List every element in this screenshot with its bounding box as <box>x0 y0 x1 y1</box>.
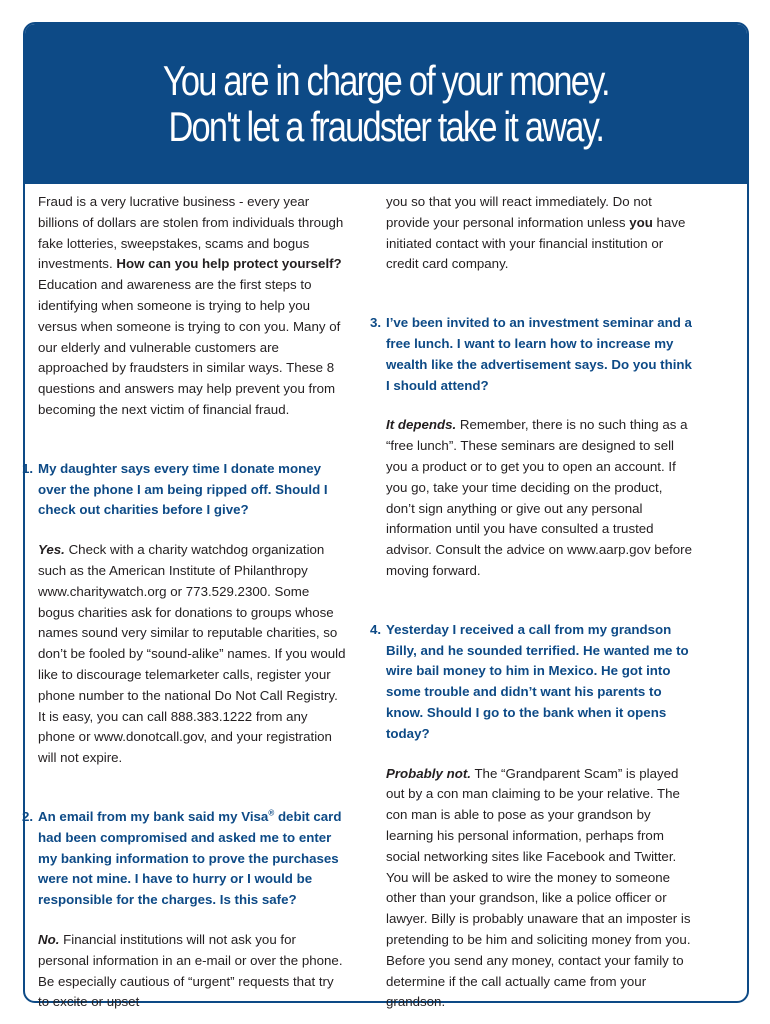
answer-2-part-2 <box>386 192 694 275</box>
question-2-text-a: An email from my bank said my Visa <box>38 808 269 824</box>
question-1 <box>22 459 346 521</box>
answer-4-lead: Probably not. <box>386 765 471 781</box>
question-2-text-b: debit card had been compromised and asked me to enter my banking information to prove the purchases were not mine. I have to hurry or I would be responsible for the charges. Is this safe? <box>38 808 342 908</box>
question-4 <box>370 620 694 745</box>
answer-4 <box>386 764 694 1014</box>
question-3-number: 3. <box>370 315 382 331</box>
answer-2-text-b: you so that you will react immediately. Do not provide your personal information unless <box>386 194 652 230</box>
intro-bold: How can you help protect yourself? <box>116 256 342 272</box>
question-1-text: My daughter says every time I donate money over the phone I am being ripped off. Should I check out charities before I give? <box>38 460 328 518</box>
question-2-number: 2. <box>22 808 34 824</box>
answer-3-text: Remember, there is no such thing as a “free lunch”. These seminars are designed to sell you a product or to get you to open an account. If you go, take your time deciding on the product, don’t sign anything or give out any personal information until you have consulted a trusted advisor. Consult the advice on www.aarp.gov before moving forward. <box>386 417 693 578</box>
page-title <box>163 58 609 150</box>
question-3 <box>370 313 694 396</box>
intro-paragraph <box>38 192 346 421</box>
intro-text-1: Fraud is a very lucrative business - every year billions of dollars are stolen from individuals through fake lotteries, sweepstakes, scams and bogus investments. <box>38 194 344 272</box>
answer-2-text-a: Financial institutions will not ask you for personal information in an e-mail or over the phone. Be especially cautious of “urgent” requests that try to excite or upset <box>38 931 343 1010</box>
answer-2-bold: you <box>629 214 653 230</box>
answer-4-text: The “Grandparent Scam” is played out by a con man claiming to be your relative. The con man is able to pose as your grandson by learning his personal information, perhaps from social networking sites like Facebook and Twitter. You will be asked to wire the money to someone other than your grandson, like a police officer or lawyer. Billy is probably unaware that an imposter is pretending to be him and soliciting money from you. Before you send any money, contact your family to determine if the call actually came from your grandson. <box>386 765 691 1010</box>
question-4-number: 4. <box>370 621 382 637</box>
right-column <box>370 192 694 1013</box>
intro-text-2: Education and awareness are the first steps to identifying when someone is trying to help you versus when someone is trying to con you. Many of our elderly and vulnerable customers are approached by fraudsters in similar ways. These 8 questions and answers may help prevent you from becoming the next victim of financial fraud. <box>38 277 341 417</box>
title-line-1: You are in charge of your money. <box>163 57 609 104</box>
answer-1-text: Check with a charity watchdog organization such as the American Institute of Philanthropy www.charitywatch.org or 773.529.2300. Some bogus charities ask for donations to groups whose names sound very similar to reputable charities, so don’t be fooled by “sound-alike” names. If you would like to discourage telemarketer calls, register your phone number to the national Do Not Call Registry. It is easy, you can call 888.383.1222 from any phone or www.donotcall.gov, and your registration will not expire. <box>38 542 346 766</box>
left-column <box>22 192 346 1013</box>
registered-mark: ® <box>268 808 275 818</box>
question-2-text <box>38 807 346 911</box>
question-3-text: I’ve been invited to an investment seminar and a free lunch. I want to learn how to increase my wealth like the advertisement says. Do you think I should attend? <box>386 315 692 393</box>
answer-2-lead: No. <box>38 931 60 947</box>
question-4-text: Yesterday I received a call from my grandson Billy, and he sounded terrified. He wanted me to wire bail money to him in Mexico. He got into some trouble and didn’t want his parents to know. Should I go to the bank when it opens today? <box>386 621 689 741</box>
answer-2-part-1 <box>38 930 346 1013</box>
answer-3 <box>386 415 694 581</box>
answer-3-lead: It depends. <box>386 417 457 433</box>
answer-1 <box>38 540 346 769</box>
question-2 <box>22 807 346 911</box>
question-1-number: 1. <box>22 460 34 476</box>
answer-2-text-c: have initiated contact with your financial institution or credit card company. <box>386 214 686 272</box>
title-line-2: Don't let a fraudster take it away. <box>168 103 604 150</box>
title-banner <box>25 24 747 184</box>
answer-1-lead: Yes. <box>38 542 65 558</box>
